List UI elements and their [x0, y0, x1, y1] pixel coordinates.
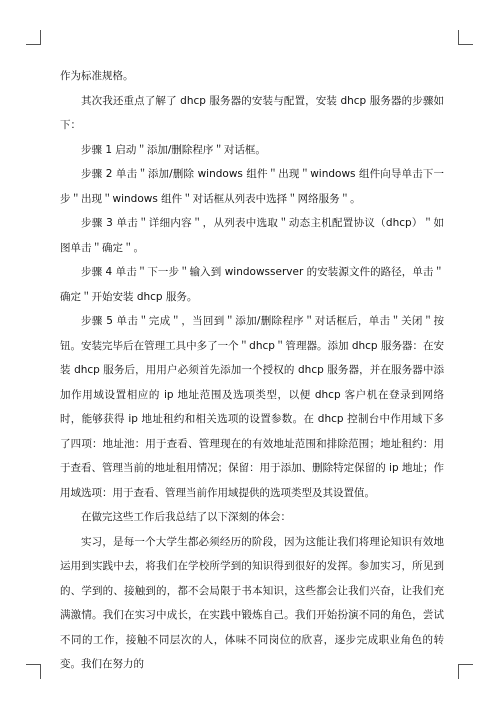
- paragraph: 步骤 3 单击＂详细内容＂，从列表中选取＂动态主机配置协议（dhcp）＂如图单击＂确定＂。: [60, 217, 444, 254]
- crop-mark-top-left: [26, 30, 41, 45]
- paragraph: 步骤 1 启动＂添加/删除程序＂对话框。: [81, 143, 266, 156]
- paragraph: 步骤 4 单击＂下一步＂输入到 windowsserver 的安装源文件的路径，单击＂确定＂开始安装 dhcp 服务。: [60, 266, 444, 303]
- crop-mark-bottom-left: [26, 664, 41, 679]
- paragraph: 步骤 2 单击＂添加/删除 windows 组件＂出现＂windows 组件向导单击下一步＂出现＂windows 组件＂对话框从列表中选择＂网络服务＂。: [60, 168, 444, 205]
- crop-mark-bottom-right: [458, 664, 473, 679]
- paragraph: 实习，是每一个大学生都必须经历的阶段，因为这能让我们将理论知识有效地运用到实践中去，将我们在学校所学到的知识得到很好的发挥。参加实习，所见到的、学到的、接触到的，都不会局限于书本知识，这些都会让我们兴奋，让我们充满激情。我们在实习中成长，在实践中锻炼自己。我们开始扮演不同的角色，尝试不同的工作，接触不同层次的人，体味不同岗位的欣喜，逐步完成职业角色的转变。我们在努力的: [60, 535, 444, 670]
- paragraph: 作为标准规格。: [60, 70, 134, 82]
- crop-mark-top-right: [458, 30, 473, 45]
- paragraph: 步骤 5 单击＂完成＂，当回到＂添加/删除程序＂对话框后，单击＂关闭＂按钮。安装完毕后在管理工具中多了一个＂dhcp＂管理器。添加 dhcp 服务器：在安装 dhcp 服务后，用用户必须首先添加一个授权的 dhcp 服务器，并在服务器中添加作用域设置相应的 ip 地址范围及选项类型，以便 dhcp 客户机在登录到网络时，能够获得 ip 地址租约和相关选项的设置参数。在 dhcp 控制台中作用域下多了四项：地址池：用于查看、管理现在的有效地址范围和排除范围；地址租约：用于查看、管理当前的地址租用情况；保留：用于添加、删除特定保留的 ip 地址；作用域选项：用于查看、管理当前作用域提供的选项类型及其设置值。: [60, 315, 444, 499]
- paragraph: 在做完这些工作后我总结了以下深刻的体会：: [81, 511, 291, 523]
- paragraph: 其次我还重点了解了 dhcp 服务器的安装与配置，安装 dhcp 服务器的步骤如下：: [60, 94, 444, 131]
- document-body: [60, 64, 444, 677]
